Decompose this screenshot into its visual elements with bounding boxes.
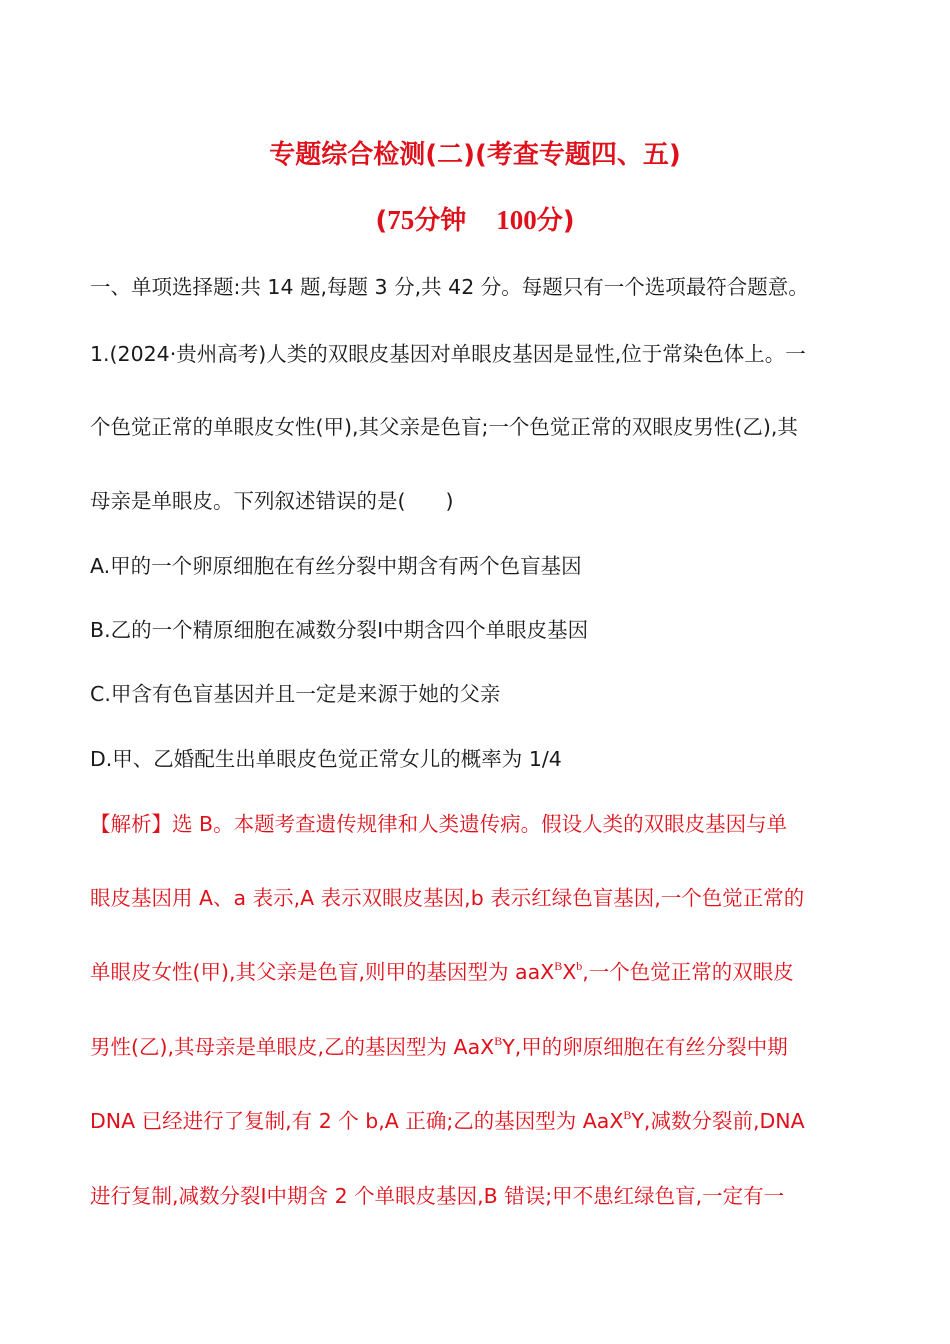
genotype-superscript: b (576, 959, 583, 973)
analysis-line-2: 眼皮基因用 A、a 表示,A 表示双眼皮基因,b 表示红绿色盲基因,一个色觉正常的 (90, 886, 805, 910)
analysis-line-4 (90, 1033, 865, 1061)
analysis-line-3 (90, 958, 865, 986)
question-stem-text: 母亲是单眼皮。下列叙述错误的是( (90, 489, 406, 513)
genotype-superscript: B (623, 1108, 632, 1122)
subtitle-close: ) (562, 206, 575, 236)
genotype-superscript: B (554, 959, 563, 973)
subtitle-time-number: 75 (387, 205, 415, 235)
genotype-superscript: B (494, 1034, 503, 1048)
question-stem-line-2: 个色觉正常的单眼皮女性(甲),其父亲是色盲;一个色觉正常的双眼皮男性(乙),其 (90, 415, 798, 439)
analysis-line-4-part-a: 男性(乙),其母亲是单眼皮,乙的基因型为 AaX (90, 1035, 495, 1059)
subtitle-time-unit: 分钟 (414, 206, 467, 236)
option-c: C.甲含有色盲基因并且一定是来源于她的父亲 (90, 682, 501, 706)
section-intro: 一、单项选择题:共 14 题,每题 3 分,共 42 分。每题只有一个选项最符合题意。 (90, 275, 809, 299)
option-b: B.乙的一个精原细胞在减数分裂Ⅰ中期含四个单眼皮基因 (90, 618, 589, 642)
option-a: A.甲的一个卵原细胞在有丝分裂中期含有两个色盲基因 (90, 554, 582, 578)
answer-bracket-close: ) (445, 489, 454, 513)
analysis-line-5-part-a: DNA 已经进行了复制,有 2 个 b,A 正确;乙的基因型为 AaX (90, 1109, 624, 1133)
analysis-line-1: 【解析】选 B。本题考查遗传规律和人类遗传病。假设人类的双眼皮基因与单 (90, 812, 788, 836)
analysis-line-3-part-b: X (562, 960, 577, 984)
analysis-line-3-part-c: ,一个色觉正常的双眼皮 (582, 960, 794, 984)
page-subtitle (0, 200, 950, 237)
page-title: 专题综合检测(二)(考查专题四、五) (269, 140, 681, 170)
subtitle-score-number: 100 (496, 205, 537, 235)
analysis-line-5-part-b: Y,减数分裂前,DNA (631, 1109, 805, 1133)
question-stem-line-3 (90, 487, 865, 515)
subtitle-open: ( (375, 206, 388, 236)
analysis-line-4-part-b: Y,甲的卵原细胞在有丝分裂中期 (502, 1035, 788, 1059)
option-d: D.甲、乙婚配生出单眼皮色觉正常女儿的概率为 1/4 (90, 747, 562, 771)
subtitle-score-unit: 分 (536, 206, 563, 236)
analysis-line-3-part-a: 单眼皮女性(甲),其父亲是色盲,则甲的基因型为 aaX (90, 960, 555, 984)
analysis-line-5 (90, 1107, 865, 1135)
analysis-line-6: 进行复制,减数分裂Ⅰ中期含 2 个单眼皮基因,B 错误;甲不患红绿色盲,一定有一 (90, 1184, 785, 1208)
question-stem-line-1: 1.(2024·贵州高考)人类的双眼皮基因对单眼皮基因是显性,位于常染色体上。一 (90, 342, 806, 366)
